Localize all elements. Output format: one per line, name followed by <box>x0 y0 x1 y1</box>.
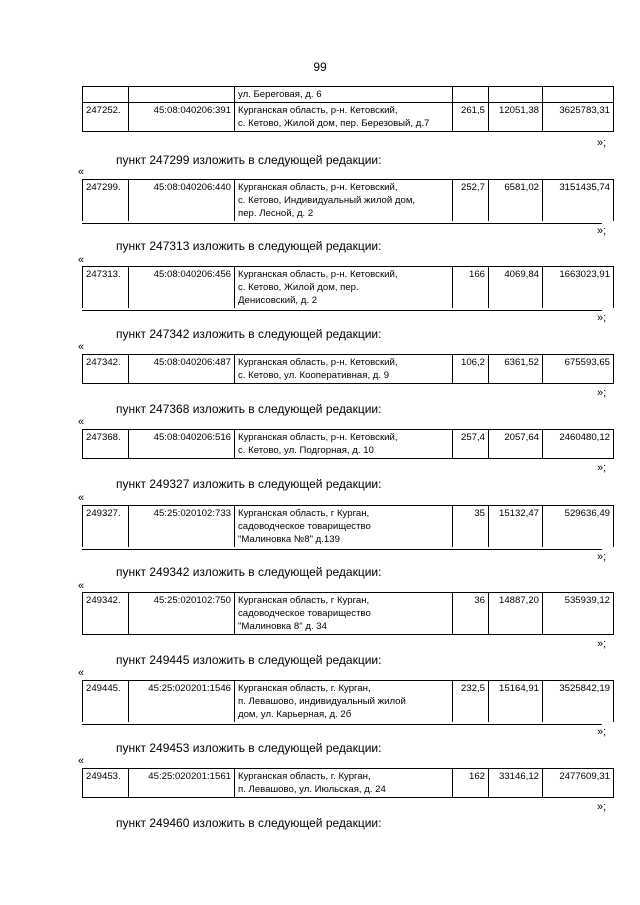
address <box>235 103 453 132</box>
address <box>235 681 453 723</box>
total-value: 3625783,31 <box>543 103 614 132</box>
opening-quote: « <box>78 580 85 592</box>
instruction-text: пункт 247313 изложить в следующей редакции: <box>116 239 382 253</box>
address-line: "Малиновка 8" д. 34 <box>238 621 327 632</box>
record-table <box>82 86 614 132</box>
address-line: Курганская область, р-н. Кетовский, <box>238 357 398 368</box>
total-value <box>543 87 614 103</box>
total-value: 3525842,19 <box>543 681 614 723</box>
address-line: ул. Береговая, д. 6 <box>238 89 322 100</box>
address-line: садоводческое товарищество <box>238 608 371 619</box>
record-table <box>82 179 614 221</box>
total-value: 529636,49 <box>543 506 614 548</box>
total-value: 1663023,91 <box>543 267 614 309</box>
table-row <box>83 267 614 309</box>
table-row <box>83 769 614 798</box>
record-table <box>82 354 614 384</box>
cadastral-number: 45:08:040206:487 <box>129 355 235 384</box>
cadastral-number: 45:25:020201:1561 <box>129 769 235 798</box>
address-line: Курганская область, р-н. Кетовский, <box>238 432 398 443</box>
closing-quote: »; <box>597 387 607 399</box>
area: 36 <box>453 593 489 635</box>
address-line: п. Левашово, индивидуальный жилой <box>238 696 406 707</box>
area: 162 <box>453 769 489 798</box>
record-table <box>82 266 614 308</box>
record-table <box>82 680 614 722</box>
record-number: 247313. <box>83 267 129 309</box>
record-number: 249453. <box>83 769 129 798</box>
record-number: 249342. <box>83 593 129 635</box>
page-number: 99 <box>313 60 327 74</box>
address-line: с. Кетово, ул. Кооперативная, д. 9 <box>238 370 390 381</box>
cadastral-number: 45:08:040206:391 <box>129 103 235 132</box>
cadastral-number: 45:25:020201:1546 <box>129 681 235 723</box>
total-value: 3151435,74 <box>543 180 614 222</box>
closing-quote: »; <box>597 137 607 149</box>
address-line: с. Кетово, Жилой дом, пер. <box>238 282 359 293</box>
table-row <box>83 593 614 635</box>
table-row <box>83 87 614 103</box>
total-value: 2477609,31 <box>543 769 614 798</box>
unit-value: 12051,38 <box>489 103 543 132</box>
address-line: дом, ул. Карьерная, д. 2б <box>238 709 352 720</box>
record-number: 247299. <box>83 180 129 222</box>
area <box>453 87 489 103</box>
separator-line <box>82 724 602 725</box>
address-line: пер. Лесной, д. 2 <box>238 208 314 219</box>
separator-line <box>82 223 602 224</box>
total-value: 2460480,12 <box>543 430 614 459</box>
record-number: 247342. <box>83 355 129 384</box>
opening-quote: « <box>78 667 85 679</box>
address-line: Курганская область, р-н. Кетовский, <box>238 105 398 116</box>
area: 106,2 <box>453 355 489 384</box>
area: 166 <box>453 267 489 309</box>
unit-value: 33146,12 <box>489 769 543 798</box>
address <box>235 267 453 309</box>
address <box>235 355 453 384</box>
instruction-text: пункт 247342 изложить в следующей редакции: <box>116 327 382 341</box>
table-row <box>83 103 614 132</box>
instruction-text: пункт 247299 изложить в следующей редакции: <box>116 153 382 167</box>
address <box>235 769 453 798</box>
area: 252,7 <box>453 180 489 222</box>
closing-quote: »; <box>597 312 607 324</box>
record-table <box>82 429 614 459</box>
instruction-text: пункт 247368 изложить в следующей редакции: <box>116 402 382 416</box>
closing-quote: »; <box>597 462 607 474</box>
unit-value: 6581,02 <box>489 180 543 222</box>
cadastral-number: 45:25:020102:750 <box>129 593 235 635</box>
unit-value <box>489 87 543 103</box>
record-table <box>82 505 614 547</box>
area: 232,5 <box>453 681 489 723</box>
table-row <box>83 681 614 723</box>
address-line: с. Кетово, Индивидуальный жилой дом, <box>238 195 416 206</box>
address <box>235 506 453 548</box>
unit-value: 2057,64 <box>489 430 543 459</box>
opening-quote: « <box>78 492 85 504</box>
opening-quote: « <box>78 416 85 428</box>
address-line: Курганская область, р-н. Кетовский, <box>238 269 398 280</box>
closing-quote: »; <box>597 638 607 650</box>
opening-quote: « <box>78 254 85 266</box>
instruction-text: пункт 249460 изложить в следующей редакции: <box>116 816 382 830</box>
opening-quote: « <box>78 341 85 353</box>
address-line: п. Левашово, ул. Июльская, д. 24 <box>238 784 386 795</box>
address <box>235 180 453 222</box>
closing-quote: »; <box>597 726 607 738</box>
table-row <box>83 355 614 384</box>
instruction-text: пункт 249327 изложить в следующей редакции: <box>116 477 382 491</box>
address-line: Курганская область, р-н. Кетовский, <box>238 182 398 193</box>
address-line: с. Кетово, ул. Подгорная, д. 10 <box>238 445 374 456</box>
closing-quote: »; <box>597 225 607 237</box>
address <box>235 430 453 459</box>
address-line: "Малиновка №8" д.139 <box>238 534 340 545</box>
unit-value: 15164,91 <box>489 681 543 723</box>
area: 35 <box>453 506 489 548</box>
address-line: с. Кетово, Жилой дом, пер. Березовый, д.7 <box>238 118 430 129</box>
address-line: Курганская область, г Курган, <box>238 595 370 606</box>
unit-value: 4069,84 <box>489 267 543 309</box>
record-number: 249327. <box>83 506 129 548</box>
unit-value: 15132,47 <box>489 506 543 548</box>
record-number: 249445. <box>83 681 129 723</box>
record-table <box>82 768 614 798</box>
record-table <box>82 592 614 635</box>
cadastral-number: 45:08:040206:456 <box>129 267 235 309</box>
opening-quote: « <box>78 755 85 767</box>
instruction-text: пункт 249445 изложить в следующей редакции: <box>116 653 382 667</box>
record-number: 247368. <box>83 430 129 459</box>
address-line: Курганская область, г Курган, <box>238 508 370 519</box>
cadastral-number: 45:08:040206:440 <box>129 180 235 222</box>
cadastral-number: 45:08:040206:516 <box>129 430 235 459</box>
cadastral-number <box>129 87 235 103</box>
table-row <box>83 506 614 548</box>
unit-value: 14887,20 <box>489 593 543 635</box>
table-row <box>83 430 614 459</box>
address-line: Курганская область, г. Курган, <box>238 683 371 694</box>
closing-quote: »; <box>597 801 607 813</box>
opening-quote: « <box>78 166 85 178</box>
instruction-text: пункт 249453 изложить в следующей редакции: <box>116 741 382 755</box>
unit-value: 6361,52 <box>489 355 543 384</box>
total-value: 675593,65 <box>543 355 614 384</box>
separator-line <box>82 310 602 311</box>
closing-quote: »; <box>597 551 607 563</box>
area: 261,5 <box>453 103 489 132</box>
record-number <box>83 87 129 103</box>
address-line: Денисовский, д. 2 <box>238 295 318 306</box>
record-number: 247252. <box>83 103 129 132</box>
address <box>235 593 453 635</box>
total-value: 535939,12 <box>543 593 614 635</box>
cadastral-number: 45:25:020102:733 <box>129 506 235 548</box>
separator-line <box>82 549 602 550</box>
area: 257,4 <box>453 430 489 459</box>
table-row <box>83 180 614 222</box>
instruction-text: пункт 249342 изложить в следующей редакции: <box>116 565 382 579</box>
address-line: садоводческое товарищество <box>238 521 371 532</box>
address-line: Курганская область, г. Курган, <box>238 771 371 782</box>
address <box>235 87 453 103</box>
